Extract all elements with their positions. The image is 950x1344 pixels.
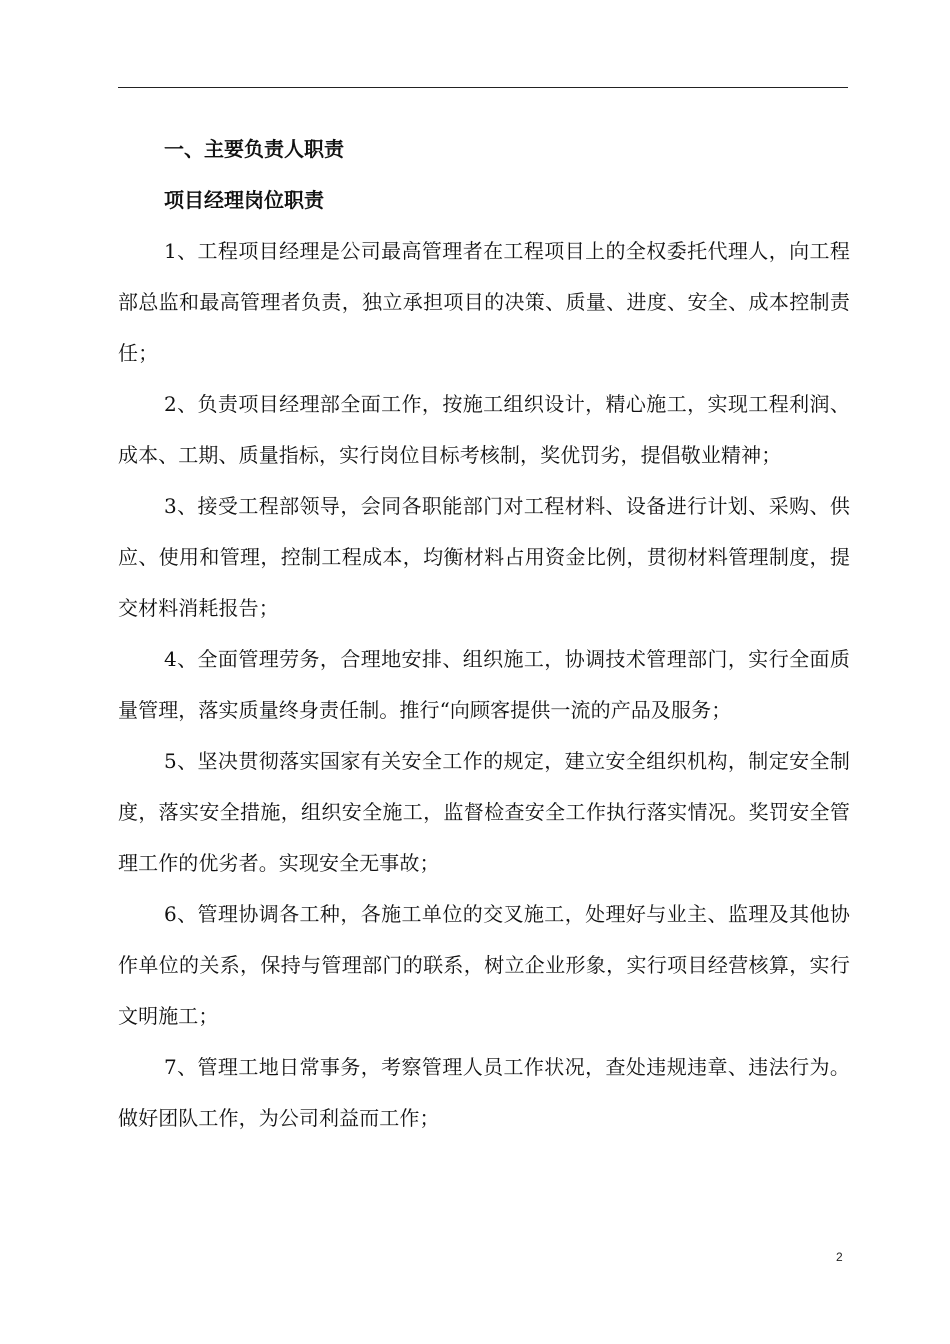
page-content xyxy=(118,124,850,1144)
paragraph-5: 5、坚决贯彻落实国家有关安全工作的规定，建立安全组织机构，制定安全制度，落实安全措施，组织安全施工，监督检查安全工作执行落实情况。奖罚安全管理工作的优劣者。实现安全无事故； xyxy=(118,749,850,875)
page-number: 2 xyxy=(836,1250,843,1264)
paragraph-3: 3、接受工程部领导，会同各职能部门对工程材料、设备进行计划、采购、供应、使用和管理，控制工程成本，均衡材料占用资金比例，贯彻材料管理制度，提交材料消耗报告； xyxy=(118,494,850,620)
section-heading: 一、主要负责人职责 xyxy=(164,137,344,161)
paragraph-7: 7、管理工地日常事务，考察管理人员工作状况，查处违规违章、违法行为。做好团队工作，为公司利益而工作； xyxy=(118,1055,850,1130)
subheading: 项目经理岗位职责 xyxy=(164,188,324,212)
paragraph-1: 1、工程项目经理是公司最高管理者在工程项目上的全权委托代理人，向工程部总监和最高管理者负责，独立承担项目的决策、质量、进度、安全、成本控制责任； xyxy=(118,239,850,365)
header-rule xyxy=(118,87,848,88)
paragraph-4: 4、全面管理劳务，合理地安排、组织施工，协调技术管理部门，实行全面质量管理，落实质量终身责任制。推行“向顾客提供一流的产品及服务； xyxy=(118,647,850,722)
paragraph-2: 2、负责项目经理部全面工作，按施工组织设计，精心施工，实现工程利润、成本、工期、质量指标，实行岗位目标考核制，奖优罚劣，提倡敬业精神； xyxy=(118,392,850,467)
paragraph-6: 6、管理协调各工种，各施工单位的交叉施工，处理好与业主、监理及其他协作单位的关系，保持与管理部门的联系，树立企业形象，实行项目经营核算，实行文明施工； xyxy=(118,902,850,1028)
